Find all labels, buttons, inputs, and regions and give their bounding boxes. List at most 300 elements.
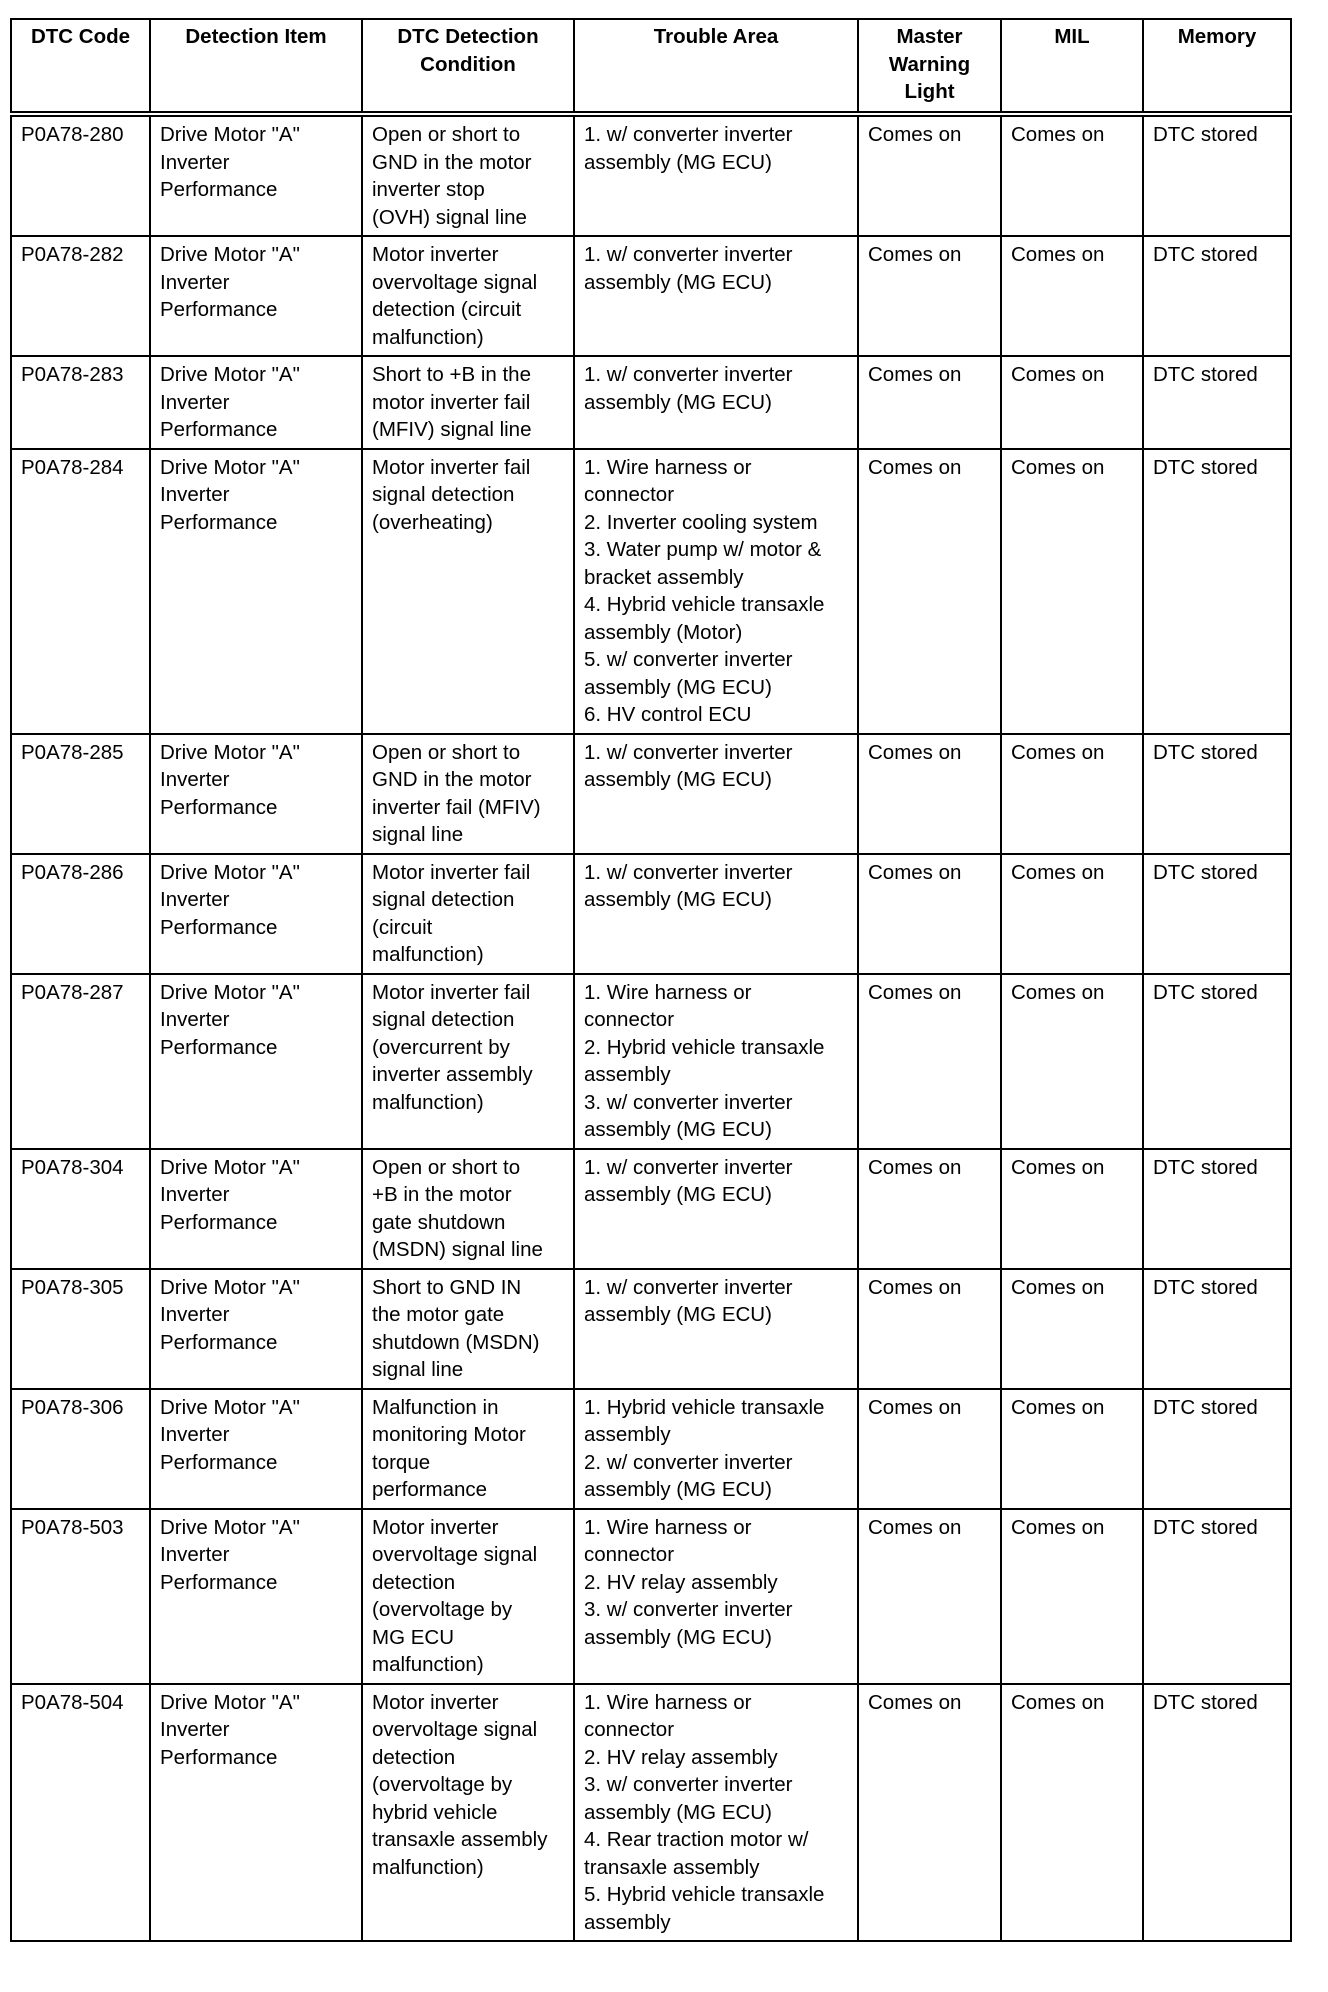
- cell-mil: [1001, 734, 1143, 854]
- cell-text-line: connector: [584, 483, 675, 506]
- cell-text: Comes on: [1011, 860, 1105, 884]
- cell-trouble-area: [574, 114, 858, 236]
- cell-text: P0A78-305: [21, 1275, 124, 1299]
- cell-text-line: (circuit: [372, 915, 433, 939]
- cell-text: Comes on: [1011, 455, 1105, 479]
- cell-text-line: 2. Hybrid vehicle transaxle: [584, 1035, 825, 1059]
- cell-text-line: Drive Motor "A": [160, 243, 300, 266]
- header-text: Memory: [1177, 25, 1257, 48]
- cell-text: DTC stored: [1153, 243, 1258, 266]
- cell-memory: [1143, 1149, 1291, 1269]
- cell-text-line: assembly (MG ECU): [584, 390, 772, 414]
- cell-text: Comes on: [868, 1155, 962, 1179]
- cell-detection-condition: [362, 1389, 574, 1509]
- cell-text-line: 1. w/ converter inverter: [584, 123, 793, 146]
- cell-text-line: shutdown (MSDN): [372, 1330, 540, 1354]
- cell-text-line: (overvoltage by: [372, 1773, 513, 1796]
- cell-text-line: 1. Wire harness or: [584, 1515, 752, 1539]
- cell-text-line: assembly (MG ECU): [584, 1800, 772, 1824]
- cell-text-line: (overheating): [372, 510, 493, 534]
- cell-mil: [1001, 1389, 1143, 1509]
- header-dtc-code: [11, 19, 150, 114]
- cell-text-line: Performance: [160, 1450, 278, 1474]
- cell-text: DTC stored: [1153, 740, 1258, 764]
- cell-text-line: bracket assembly: [584, 565, 744, 589]
- cell-text-line: signal line: [372, 823, 464, 846]
- cell-dtc-code: [11, 449, 150, 734]
- cell-text-line: Inverter: [160, 888, 230, 911]
- cell-text-line: overvoltage signal: [372, 1543, 538, 1566]
- table-body: [11, 114, 1291, 1941]
- cell-text-line: inverter fail (MFIV): [372, 795, 541, 819]
- cell-text-line: Performance: [160, 178, 278, 201]
- cell-text-line: 1. Wire harness or: [584, 455, 752, 479]
- cell-text: DTC stored: [1153, 1690, 1258, 1714]
- cell-text-line: detection: [372, 1745, 456, 1769]
- cell-text-line: Performance: [160, 510, 278, 534]
- cell-text-line: Drive Motor "A": [160, 740, 300, 764]
- cell-dtc-code: [11, 356, 150, 449]
- cell-text: Comes on: [868, 1275, 962, 1299]
- cell-text-line: (OVH) signal line: [372, 205, 527, 229]
- cell-text: P0A78-287: [21, 980, 124, 1004]
- cell-text-line: Performance: [160, 1745, 278, 1769]
- cell-text-line: Inverter: [160, 1423, 230, 1446]
- cell-detection-condition: [362, 1269, 574, 1389]
- cell-text-line: Drive Motor "A": [160, 363, 300, 386]
- cell-detection-condition: [362, 114, 574, 236]
- cell-text-line: assembly (MG ECU): [584, 1183, 772, 1206]
- cell-text: P0A78-280: [21, 123, 124, 146]
- cell-trouble-area: [574, 734, 858, 854]
- cell-text: P0A78-286: [21, 860, 124, 884]
- cell-text-line: malfunction): [372, 1855, 484, 1879]
- cell-dtc-code: [11, 1389, 150, 1509]
- cell-memory: [1143, 356, 1291, 449]
- cell-text-line: Motor inverter: [372, 243, 499, 266]
- cell-text-line: performance: [372, 1478, 488, 1501]
- cell-memory: [1143, 449, 1291, 734]
- cell-memory: [1143, 974, 1291, 1149]
- cell-trouble-area: [574, 356, 858, 449]
- cell-text: Comes on: [1011, 1515, 1105, 1539]
- cell-text-line: Motor inverter: [372, 1515, 499, 1539]
- cell-text-line: signal detection: [372, 1008, 515, 1031]
- cell-text-line: Performance: [160, 1210, 278, 1234]
- cell-text-line: signal line: [372, 1358, 464, 1381]
- cell-text-line: (overcurrent by: [372, 1035, 510, 1059]
- cell-detection-item: [150, 236, 362, 356]
- table-row: [11, 1509, 1291, 1684]
- cell-text-line: Performance: [160, 915, 278, 939]
- cell-text-line: overvoltage signal: [372, 270, 538, 294]
- cell-text-line: connector: [584, 1008, 675, 1031]
- cell-text-line: Inverter: [160, 768, 230, 791]
- cell-text-line: Inverter: [160, 1718, 230, 1741]
- header-text: MIL: [1054, 25, 1090, 48]
- cell-text-line: the motor gate: [372, 1303, 505, 1326]
- cell-text-line: assembly (MG ECU): [584, 150, 772, 174]
- cell-detection-condition: [362, 1509, 574, 1684]
- cell-text: Comes on: [1011, 980, 1105, 1004]
- cell-text-line: transaxle assembly: [584, 1855, 760, 1879]
- cell-trouble-area: [574, 236, 858, 356]
- cell-text: Comes on: [1011, 1155, 1105, 1179]
- cell-text-line: overvoltage signal: [372, 1718, 538, 1741]
- cell-text-line: 1. w/ converter inverter: [584, 860, 793, 884]
- cell-text-line: Motor inverter fail: [372, 980, 531, 1004]
- cell-detection-condition: [362, 974, 574, 1149]
- cell-text-line: Open or short to: [372, 123, 521, 146]
- cell-text: DTC stored: [1153, 363, 1258, 386]
- cell-text-line: assembly (MG ECU): [584, 1303, 772, 1326]
- header-text: Light: [904, 80, 955, 103]
- header-text: Trouble Area: [653, 25, 779, 48]
- cell-text: Comes on: [868, 123, 962, 146]
- cell-master-warning-light: [858, 1269, 1001, 1389]
- cell-text-line: 3. w/ converter inverter: [584, 1090, 793, 1114]
- cell-text: P0A78-284: [21, 455, 124, 479]
- cell-text-line: assembly (MG ECU): [584, 768, 772, 791]
- cell-text: Comes on: [868, 980, 962, 1004]
- cell-detection-item: [150, 356, 362, 449]
- cell-text-line: Motor inverter fail: [372, 455, 531, 479]
- cell-text: DTC stored: [1153, 123, 1258, 146]
- cell-mil: [1001, 1509, 1143, 1684]
- cell-trouble-area: [574, 1684, 858, 1942]
- cell-detection-item: [150, 1684, 362, 1942]
- header-text: Warning: [888, 52, 971, 76]
- cell-master-warning-light: [858, 449, 1001, 734]
- header-text: DTC Code: [30, 25, 131, 48]
- cell-text-line: Inverter: [160, 483, 230, 506]
- cell-text-line: connector: [584, 1718, 675, 1741]
- cell-text-line: 1. w/ converter inverter: [584, 1275, 793, 1299]
- cell-memory: [1143, 236, 1291, 356]
- cell-text-line: assembly (MG ECU): [584, 270, 772, 294]
- cell-text: Comes on: [1011, 363, 1105, 386]
- cell-dtc-code: [11, 1269, 150, 1389]
- cell-master-warning-light: [858, 734, 1001, 854]
- cell-text: Comes on: [868, 860, 962, 884]
- cell-text-line: 3. Water pump w/ motor &: [584, 538, 822, 561]
- cell-text-line: (MFIV) signal line: [372, 418, 532, 441]
- cell-text-line: assembly: [584, 1423, 671, 1446]
- cell-master-warning-light: [858, 1389, 1001, 1509]
- cell-text-line: assembly (MG ECU): [584, 888, 772, 911]
- cell-text-line: Inverter: [160, 1183, 230, 1206]
- cell-detection-condition: [362, 236, 574, 356]
- cell-text: Comes on: [868, 740, 962, 764]
- cell-text-line: assembly (Motor): [584, 620, 743, 644]
- cell-text-line: 2. HV relay assembly: [584, 1745, 778, 1769]
- cell-text: DTC stored: [1153, 980, 1258, 1004]
- cell-text-line: detection (circuit: [372, 298, 522, 321]
- cell-memory: [1143, 1389, 1291, 1509]
- cell-text-line: 5. w/ converter inverter: [584, 648, 793, 671]
- cell-memory: [1143, 854, 1291, 974]
- cell-text-line: Performance: [160, 298, 278, 321]
- cell-detection-item: [150, 734, 362, 854]
- table-row: [11, 1269, 1291, 1389]
- cell-text: Comes on: [1011, 243, 1105, 266]
- cell-text-line: Performance: [160, 795, 278, 819]
- cell-text-line: Motor inverter fail: [372, 860, 531, 884]
- cell-text: Comes on: [1011, 1690, 1105, 1714]
- cell-text-line: assembly: [584, 1910, 671, 1934]
- cell-text-line: 1. Wire harness or: [584, 1690, 752, 1714]
- cell-text-line: +B in the motor: [372, 1183, 512, 1206]
- cell-text-line: GND in the motor: [372, 768, 532, 791]
- cell-text: Comes on: [868, 1395, 962, 1419]
- cell-text: Comes on: [868, 1690, 962, 1714]
- cell-dtc-code: [11, 734, 150, 854]
- cell-text-line: Drive Motor "A": [160, 860, 300, 884]
- cell-trouble-area: [574, 1389, 858, 1509]
- cell-text-line: inverter assembly: [372, 1063, 533, 1086]
- cell-text: P0A78-282: [21, 243, 124, 266]
- cell-memory: [1143, 734, 1291, 854]
- cell-text-line: detection: [372, 1570, 456, 1594]
- cell-trouble-area: [574, 1509, 858, 1684]
- cell-detection-condition: [362, 734, 574, 854]
- cell-text-line: hybrid vehicle: [372, 1800, 498, 1824]
- cell-dtc-code: [11, 974, 150, 1149]
- cell-master-warning-light: [858, 1684, 1001, 1942]
- cell-text-line: 3. w/ converter inverter: [584, 1598, 793, 1621]
- header-text: Master: [896, 25, 963, 48]
- cell-text: P0A78-304: [21, 1155, 124, 1179]
- cell-text-line: Performance: [160, 1570, 278, 1594]
- cell-text: P0A78-283: [21, 363, 124, 386]
- cell-text-line: 1. w/ converter inverter: [584, 243, 793, 266]
- header-text: DTC Detection: [397, 25, 539, 48]
- cell-mil: [1001, 114, 1143, 236]
- cell-text: P0A78-504: [21, 1690, 124, 1714]
- cell-text: DTC stored: [1153, 1155, 1258, 1179]
- table-header: [11, 19, 1291, 114]
- cell-text-line: Performance: [160, 418, 278, 441]
- cell-memory: [1143, 1509, 1291, 1684]
- cell-text-line: (overvoltage by: [372, 1598, 513, 1621]
- cell-text-line: assembly (MG ECU): [584, 1118, 772, 1141]
- table-row: [11, 449, 1291, 734]
- table-row: [11, 734, 1291, 854]
- cell-dtc-code: [11, 854, 150, 974]
- cell-memory: [1143, 114, 1291, 236]
- header-master-warning-light: [858, 19, 1001, 114]
- cell-text-line: 1. Wire harness or: [584, 980, 752, 1004]
- cell-text-line: assembly (MG ECU): [584, 1625, 772, 1649]
- cell-text-line: Drive Motor "A": [160, 1395, 300, 1419]
- cell-text: DTC stored: [1153, 860, 1258, 884]
- cell-text-line: malfunction): [372, 1090, 484, 1114]
- cell-text-line: Drive Motor "A": [160, 1515, 300, 1539]
- cell-text-line: connector: [584, 1543, 675, 1566]
- cell-dtc-code: [11, 114, 150, 236]
- cell-text-line: 1. w/ converter inverter: [584, 740, 793, 764]
- cell-text-line: Short to +B in the: [372, 363, 531, 386]
- cell-detection-item: [150, 1149, 362, 1269]
- cell-text-line: Open or short to: [372, 740, 521, 764]
- cell-mil: [1001, 974, 1143, 1149]
- header-row: [11, 19, 1291, 114]
- cell-detection-item: [150, 114, 362, 236]
- table-row: [11, 974, 1291, 1149]
- cell-text-line: signal detection: [372, 888, 515, 911]
- cell-text: Comes on: [868, 243, 962, 266]
- cell-text-line: 4. Hybrid vehicle transaxle: [584, 593, 825, 616]
- cell-text: DTC stored: [1153, 1395, 1258, 1419]
- cell-dtc-code: [11, 1684, 150, 1942]
- cell-text-line: Performance: [160, 1330, 278, 1354]
- cell-trouble-area: [574, 974, 858, 1149]
- cell-detection-item: [150, 1269, 362, 1389]
- header-mil: [1001, 19, 1143, 114]
- cell-master-warning-light: [858, 1149, 1001, 1269]
- cell-text: Comes on: [868, 1515, 962, 1539]
- cell-master-warning-light: [858, 974, 1001, 1149]
- cell-text-line: 4. Rear traction motor w/: [584, 1828, 809, 1851]
- cell-text-line: 6. HV control ECU: [584, 703, 752, 726]
- cell-text-line: 3. w/ converter inverter: [584, 1773, 793, 1796]
- header-detection-condition: [362, 19, 574, 114]
- cell-text-line: monitoring Motor: [372, 1423, 526, 1446]
- cell-text-line: 5. Hybrid vehicle transaxle: [584, 1883, 825, 1906]
- cell-text: P0A78-285: [21, 740, 124, 764]
- cell-text-line: 1. w/ converter inverter: [584, 1155, 793, 1179]
- cell-mil: [1001, 854, 1143, 974]
- cell-text-line: Drive Motor "A": [160, 1690, 300, 1714]
- cell-text-line: malfunction): [372, 1653, 484, 1676]
- cell-trouble-area: [574, 1269, 858, 1389]
- cell-mil: [1001, 356, 1143, 449]
- cell-text-line: Motor inverter: [372, 1690, 499, 1714]
- cell-detection-item: [150, 1509, 362, 1684]
- cell-text-line: 1. Hybrid vehicle transaxle: [584, 1395, 825, 1419]
- cell-mil: [1001, 1684, 1143, 1942]
- cell-text-line: signal detection: [372, 483, 515, 506]
- header-text: Detection Item: [185, 25, 327, 48]
- header-detection-item: [150, 19, 362, 114]
- cell-memory: [1143, 1684, 1291, 1942]
- cell-master-warning-light: [858, 1509, 1001, 1684]
- cell-text-line: Short to GND IN: [372, 1275, 522, 1299]
- cell-detection-item: [150, 974, 362, 1149]
- cell-text-line: 2. w/ converter inverter: [584, 1450, 793, 1474]
- cell-master-warning-light: [858, 854, 1001, 974]
- cell-master-warning-light: [858, 356, 1001, 449]
- table-row: [11, 356, 1291, 449]
- cell-text-line: Malfunction in: [372, 1395, 499, 1419]
- cell-text: DTC stored: [1153, 1515, 1258, 1539]
- header-trouble-area: [574, 19, 858, 114]
- cell-text-line: Inverter: [160, 1303, 230, 1326]
- table-row: [11, 1149, 1291, 1269]
- cell-text-line: 2. Inverter cooling system: [584, 510, 818, 534]
- cell-trouble-area: [574, 854, 858, 974]
- cell-master-warning-light: [858, 114, 1001, 236]
- cell-dtc-code: [11, 1149, 150, 1269]
- cell-text-line: malfunction): [372, 325, 484, 349]
- cell-text-line: Drive Motor "A": [160, 1155, 300, 1179]
- cell-text: DTC stored: [1153, 1275, 1258, 1299]
- cell-text: Comes on: [1011, 1395, 1105, 1419]
- cell-text: Comes on: [1011, 740, 1105, 764]
- table-row: [11, 854, 1291, 974]
- cell-text-line: Performance: [160, 1035, 278, 1059]
- cell-mil: [1001, 1269, 1143, 1389]
- cell-text-line: assembly (MG ECU): [584, 1478, 772, 1501]
- cell-detection-condition: [362, 449, 574, 734]
- cell-text-line: Inverter: [160, 1008, 230, 1031]
- table-row: [11, 1684, 1291, 1942]
- cell-text-line: 2. HV relay assembly: [584, 1570, 778, 1594]
- cell-text: Comes on: [868, 455, 962, 479]
- table-row: [11, 236, 1291, 356]
- cell-text-line: assembly (MG ECU): [584, 675, 772, 699]
- cell-trouble-area: [574, 1149, 858, 1269]
- header-memory: [1143, 19, 1291, 114]
- cell-text-line: Drive Motor "A": [160, 980, 300, 1004]
- cell-text-line: Drive Motor "A": [160, 455, 300, 479]
- cell-text-line: torque: [372, 1450, 431, 1474]
- cell-text-line: Open or short to: [372, 1155, 521, 1179]
- cell-text-line: (MSDN) signal line: [372, 1238, 543, 1261]
- cell-text-line: malfunction): [372, 943, 484, 966]
- cell-text-line: gate shutdown: [372, 1210, 506, 1234]
- cell-text-line: Inverter: [160, 390, 230, 414]
- cell-mil: [1001, 236, 1143, 356]
- cell-detection-condition: [362, 854, 574, 974]
- cell-text: DTC stored: [1153, 455, 1258, 479]
- cell-mil: [1001, 1149, 1143, 1269]
- cell-detection-item: [150, 1389, 362, 1509]
- cell-detection-item: [150, 449, 362, 734]
- cell-text: Comes on: [1011, 1275, 1105, 1299]
- cell-text-line: transaxle assembly: [372, 1828, 548, 1851]
- cell-text: P0A78-306: [21, 1395, 124, 1419]
- cell-master-warning-light: [858, 236, 1001, 356]
- cell-text-line: assembly: [584, 1063, 671, 1086]
- cell-text-line: 1. w/ converter inverter: [584, 363, 793, 386]
- cell-text-line: motor inverter fail: [372, 390, 531, 414]
- cell-text-line: Drive Motor "A": [160, 123, 300, 146]
- cell-text-line: Drive Motor "A": [160, 1275, 300, 1299]
- cell-text: P0A78-503: [21, 1515, 124, 1539]
- cell-mil: [1001, 449, 1143, 734]
- cell-text: Comes on: [868, 363, 962, 386]
- cell-text-line: inverter stop: [372, 178, 485, 201]
- table-row: [11, 1389, 1291, 1509]
- cell-detection-item: [150, 854, 362, 974]
- header-text: Condition: [420, 52, 516, 76]
- cell-detection-condition: [362, 1149, 574, 1269]
- cell-text-line: Inverter: [160, 270, 230, 294]
- dtc-table: [10, 18, 1292, 1942]
- cell-text: Comes on: [1011, 123, 1105, 146]
- cell-text-line: Inverter: [160, 150, 230, 174]
- cell-detection-condition: [362, 356, 574, 449]
- cell-trouble-area: [574, 449, 858, 734]
- cell-dtc-code: [11, 236, 150, 356]
- cell-memory: [1143, 1269, 1291, 1389]
- cell-text-line: MG ECU: [372, 1625, 454, 1649]
- cell-text-line: Inverter: [160, 1543, 230, 1566]
- cell-dtc-code: [11, 1509, 150, 1684]
- cell-detection-condition: [362, 1684, 574, 1942]
- table-row: [11, 114, 1291, 236]
